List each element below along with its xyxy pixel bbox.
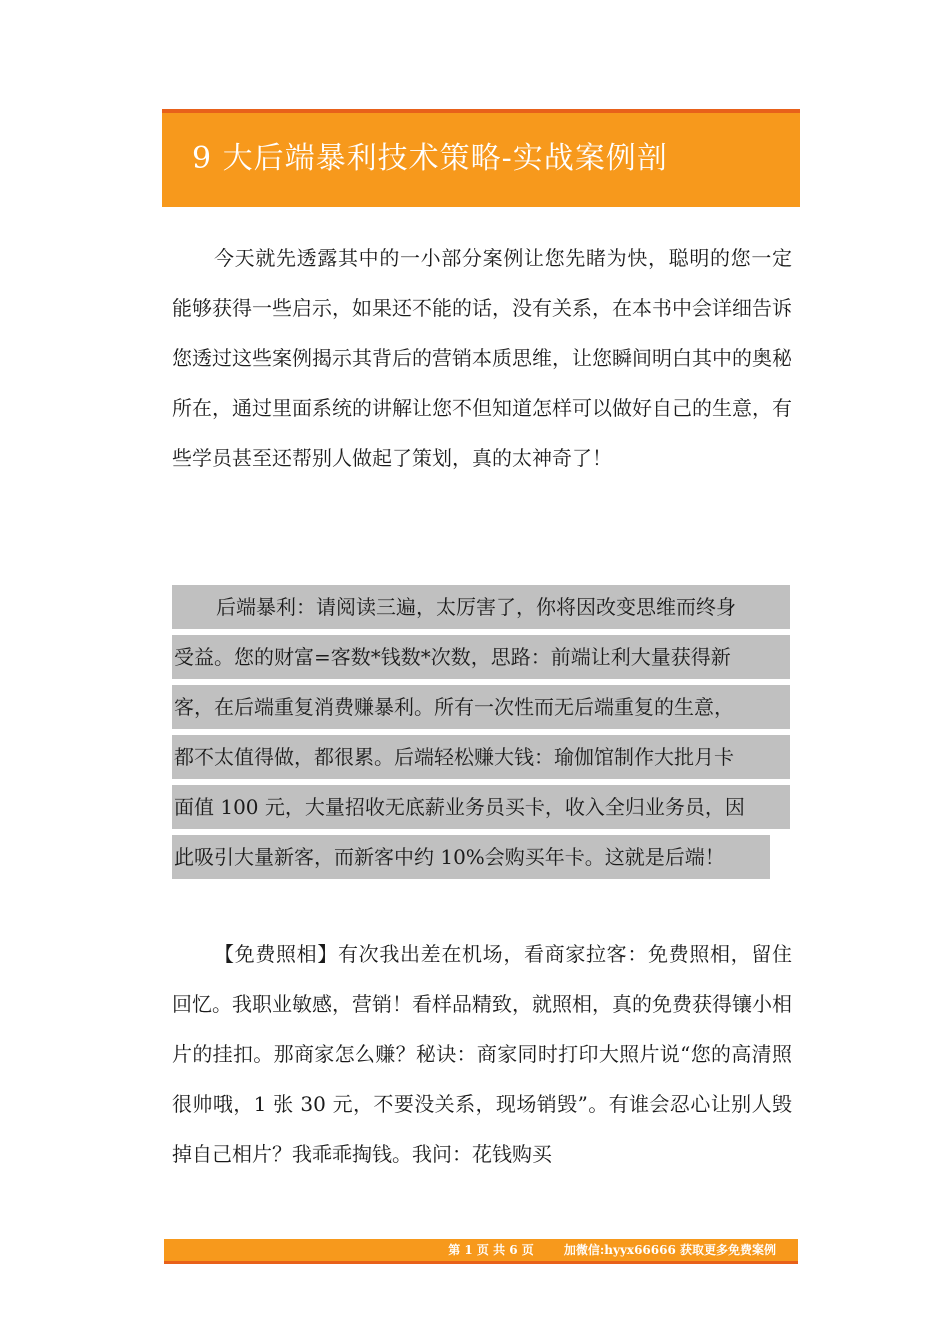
page-title: 9 大后端暴利技术策略-实战案例剖	[192, 141, 668, 176]
highlight-line: 都不太值得做，都很累。后端轻松赚大钱：瑜伽馆制作大批月卡	[172, 735, 790, 779]
highlight-line: 面值 100 元，大量招收无底薪业务员买卡，收入全归业务员，因	[172, 785, 790, 829]
intro-paragraph: 今天就先透露其中的一小部分案例让您先睹为快，聪明的您一定能够获得一些启示，如果还不能的话，没有关系，在本书中会详细告诉您透过这些案例揭示其背后的营销本质思维，让您瞬间明白其中的奥秘所在，通过里面系统的讲解让您不但知道怎样可以做好自己的生意，有些学员甚至还帮别人做起了策划，真的太神奇了！	[172, 246, 792, 470]
footer-bar	[164, 1239, 798, 1264]
highlight-line: 客，在后端重复消费赚暴利。所有一次性而无后端重复的生意，	[172, 685, 790, 729]
highlight-line: 此吸引大量新客，而新客中约 10%会购买年卡。这就是后端！	[172, 835, 770, 879]
highlighted-paragraph	[172, 585, 792, 885]
footer-promo: 加微信:hyyx66666 获取更多免费案例	[563, 1243, 776, 1257]
page-number: 第 1 页 共 6 页	[448, 1243, 534, 1257]
title-banner	[162, 109, 800, 207]
case-paragraph: 【免费照相】有次我出差在机场，看商家拉客：免费照相，留住回忆。我职业敏感，营销！看样品精致，就照相，真的免费获得镶小相片的挂扣。那商家怎么赚？秘诀：商家同时打印大照片说“您的高清照很帅哦，1 张 30 元，不要没关系，现场销毁”。有谁会忍心让别人毁掉自己相片？我乖乖掏钱。我问：花钱购买	[172, 942, 792, 1166]
highlight-line: 受益。您的财富=客数*钱数*次数，思路：前端让利大量获得新	[172, 635, 790, 679]
footer-text	[444, 1241, 776, 1259]
highlight-line: 后端暴利：请阅读三遍，太厉害了，你将因改变思维而终身	[172, 585, 790, 629]
